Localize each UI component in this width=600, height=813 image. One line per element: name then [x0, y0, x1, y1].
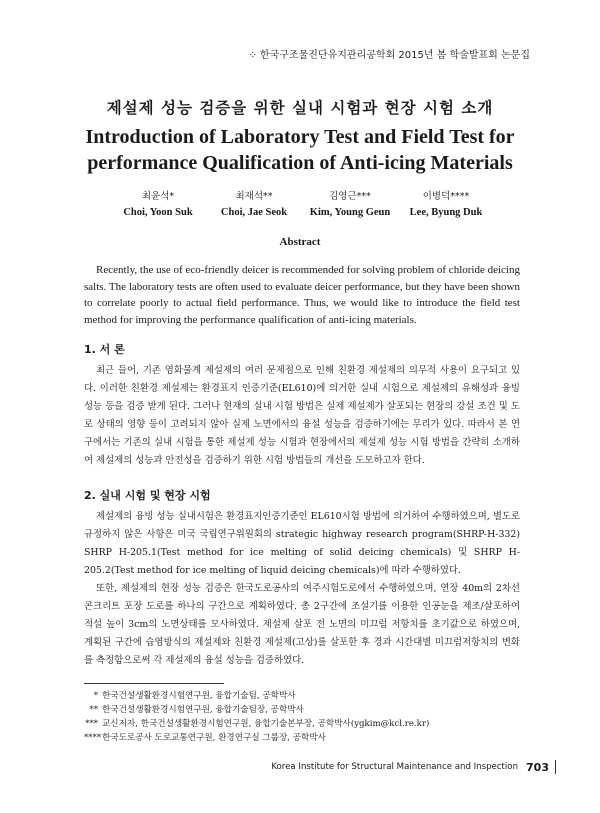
running-footer — [271, 760, 556, 774]
author-name-english: Kim, Young Geun — [309, 207, 391, 218]
author-name-english: Choi, Yoon Suk — [123, 207, 193, 218]
running-header — [120, 46, 530, 61]
abstract-body: Recently, the use of eco-friendly deicer is recommended for solving problem of chloride deicing salts. The laboratory tests are often used to evaluate deicer performance, but they have been shown to correlate poorly to actual field performance. Thus, we would like to introduce the field test method for improving the performance qualification of anti-icing materials. — [84, 264, 520, 326]
abstract-heading: Abstract — [279, 236, 321, 248]
author — [304, 188, 396, 218]
author-name-korean: 김영근*** — [329, 191, 371, 202]
title-korean: 제설제 성능 검증을 위한 실내 시험과 현장 시험 소개 — [106, 99, 494, 117]
section-1-heading: 1. 서 론 — [84, 343, 125, 356]
section-2-heading: 2. 실내 시험 및 현장 시험 — [84, 489, 211, 502]
footnote-divider — [84, 683, 224, 684]
author-name-english: Choi, Jae Seok — [220, 207, 288, 218]
footnote — [84, 703, 524, 717]
page-number: 703 — [526, 760, 549, 774]
footer-divider — [555, 760, 556, 774]
footnote-mark: *** — [85, 719, 98, 729]
section-1-body — [84, 362, 520, 470]
author-name-korean: 이병덕**** — [422, 191, 470, 202]
footnote-text: 한국도로공사 도로교통연구원, 환경연구실 그룹장, 공학박사 — [102, 733, 326, 743]
footnote — [84, 731, 524, 745]
section-2-body — [84, 508, 520, 670]
footnote-text: 교신저자, 한국건설생활환경시험연구원, 융합기술본부장, 공학박사(ygkim@kcl.re.kr) — [102, 719, 430, 729]
footnote-mark: ** — [89, 705, 98, 715]
author-list — [112, 188, 492, 218]
author — [208, 188, 300, 218]
title-english — [0, 124, 600, 176]
footnote-mark: * — [93, 691, 98, 701]
author-name-korean: 최재석** — [235, 191, 273, 202]
section-1-paragraph: 최근 들어, 기존 염화물계 제설제의 여러 문제점으로 인해 친환경 제설제의 의무적 사용이 요구되고 있다. 이러한 친환경 제설제는 환경표지 인증기준(EL610)에 의거한 실내 시험으로 제설제의 유해성과 융빙 성능 등을 검증 받게 된다. 그러나 현재의 실내 시험 방법은 실제 제설제가 살포되는 현장의 강설 조건 및 도로 상태의 영향 등이 고려되지 않아 실제 노면에서의 융설 성능을 검증하기에는 무리가 있다. 따라서 본 연구에서는 기존의 실내 시험을 통한 제설제 성능 시험과 현장에서의 제설제 성능 시험 방법을 간략히 소개하여 제설제의 성능과 안전성을 검증하기 위한 시험 방법들의 개선을 도모하고자 한다. — [84, 365, 520, 466]
footer-text: Korea Institute for Structural Maintenance and Inspection — [271, 762, 519, 772]
section-2-paragraph-2: 또한, 제설제의 현장 성능 검증은 한국도로공사의 여주시험도로에서 수행하였으며, 연장 40m의 2차선 콘크리트 포장 도로를 하나의 구간으로 계획하였다. 총 2구간에 조설기를 이용한 인공눈을 제조/살포하여 적설 높이 3cm의 노면상태를 모사하였다. 제설제 살포 전 노면의 미끄럼 저항치를 초기값으로 하였으며, 계획된 구간에 습염방식의 제설제와 친환경 제설제(고상)를 살포한 후 경과 시간대별 미끄럼저항치의 변화를 측정함으로써 각 제설제의 융설 성능을 검증하였다. — [84, 583, 520, 666]
footnote — [84, 717, 524, 731]
footnote-text: 한국건설생활환경시험연구원, 융합기술팀, 공학박사 — [102, 691, 296, 701]
author-name-english: Lee, Byung Duk — [409, 207, 483, 218]
author — [112, 188, 204, 218]
footnote-text: 한국건설생활환경시험연구원, 융합기술팀장, 공학박사 — [102, 705, 304, 715]
author — [400, 188, 492, 218]
footnote — [84, 689, 524, 703]
title-english-line-1: Introduction of Laboratory Test and Field Test for — [85, 126, 515, 148]
header-bullet-icon: ⁘ — [248, 50, 257, 61]
footnotes — [84, 689, 524, 745]
author-name-korean: 최윤석* — [141, 191, 175, 202]
section-2-paragraph-1: 제설제의 융빙 성능 실내시험은 환경표지인증기준인 EL610시험 방법에 의거하여 수행하였으며, 별도로 규정하지 않은 사항은 미국 국립연구위원회의 strategic highway research program(SHRP-H-332) SHRP H-205.1(Test method for ice melting of solid deicing chemicals) 및 SHRP H-205.2(Test method for ice melting of liquid deicing chemicals)에 따라 수행하였다. — [84, 511, 520, 576]
footnote-mark: **** — [84, 733, 102, 743]
title-english-line-2: performance Qualification of Anti-icing Materials — [87, 152, 513, 174]
header-text: 한국구조물진단유지관리공학회 2015년 봄 학술발표회 논문집 — [259, 50, 530, 61]
